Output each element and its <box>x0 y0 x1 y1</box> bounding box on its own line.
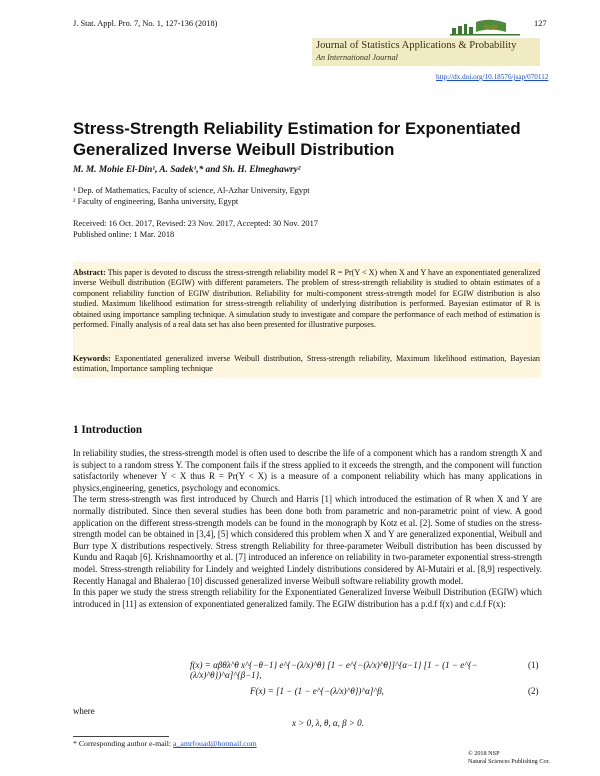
corresponding-author <box>73 739 257 748</box>
journal-title: Journal of Statistics Applications & Probability <box>316 40 517 51</box>
copyright: © 2018 NSP <box>468 750 500 757</box>
equation-2: F(x) = [1 − (1 − e^{−(λ/x)^θ})^α]^β, <box>250 686 384 696</box>
section-body <box>73 448 542 610</box>
affiliation-2: ² Faculty of engineering, Banha university, Egypt <box>73 197 239 206</box>
article-title: Stress-Strength Reliability Estimation for Exponentiated Generalized Inverse Weibull Distribution <box>73 119 521 159</box>
abstract-label: Abstract: <box>73 268 106 277</box>
where-text: where <box>73 706 95 716</box>
footnote-rule <box>73 736 169 737</box>
publisher: Natural Sciences Publishing Cor. <box>468 758 550 765</box>
paragraph-2: The term stress-strength was first introduced by Church and Harris [1] which introduced the estimation of R when X and Y are normally distributed. Since then several studies has been done both from parametric and non-parametric point of view. A good application on the different stress-strength models can be found in the monograph by Kotz et al. [2]. Some of studies on the stress-strength model can be obtained in [3,4], [5] which considered this problem when X and Y are generalized exponential, Weibull and Burr type X distributions respectively. Stress strength Reliability for three-parameter Weibull distribution has been discussed by Kundu and Raqab [6]. Krishnamoorthy et al. [7] introduced an inference on reliability in two-parameter exponential stress-strength model. Stress-strength reliability for Lindely and weighted Lindely distributions considered by Al-Mutairi et al. [8,9] respectively. Recently Hanagal and Bhalerao [10] discussed generalized inverse Weibull software reliability growth model. <box>73 494 542 586</box>
author-list: M. M. Mohie El-Din¹, A. Sadek¹,* and Sh. H. Elmeghawry² <box>73 165 301 175</box>
received-dates: Received: 16 Oct. 2017, Revised: 23 Nov. 2017, Accepted: 30 Nov. 2017 <box>73 219 318 228</box>
paragraph-1: In reliability studies, the stress-strength model is often used to describe the life of a component which has a random strength X and is subject to a random stress Y. The component fails if the stress applied to it exceeds the strength, and the component will function satisfactorily whenever Y < X thus R = Pr(Y < X) is a measure of a component reliability which has many applications in physics,engineering, genetics, psychology and economics. <box>73 448 542 493</box>
copyright-block <box>468 750 550 766</box>
affiliations <box>73 185 310 207</box>
equation-2-number: (2) <box>528 686 539 696</box>
nsp-logo-icon <box>450 18 520 36</box>
equation-1: f(x) = αβθλ^θ x^{−θ−1} e^{−(λ/x)^θ} [1 − e^{−(λ/x)^θ}]^{α−1} [1 − (1 − e^{−(λ/x)^θ})^α]^{β−1}, <box>190 660 478 680</box>
abstract-text: This paper is devoted to discuss the stress-strength reliability model R = Pr(Y < X) when X and Y have an exponentiated generalized inverse Weibull distribution (EGIW) with different parameters. The problem of stress-strength reliability is studied to obtain estimates of a component reliability function of EGIW distribution. Reliability for multi-component stress-strength model for EGIW distribution is also studied. Maximum likelihood estimation for stress-strength reliability of underlying distribution is performed. Bayesian estimator of R is obtained using importance sampling technique. A simulation study to investigate and compare the performance of each method of estimation is performed. Finally analysis of a real data set has also been presented for illustrative purposes. <box>73 268 540 330</box>
section-heading: 1 Introduction <box>73 424 143 436</box>
keywords-label: Keywords: <box>73 354 111 363</box>
corresponding-label: * Corresponding author e-mail: <box>73 739 172 748</box>
abstract <box>73 268 540 330</box>
doi-link[interactable]: http://dx.doi.org/10.18576/jsap/070112 <box>436 73 549 81</box>
published-date: Published online: 1 Mar. 2018 <box>73 230 175 239</box>
running-citation: J. Stat. Appl. Pro. 7, No. 1, 127-136 (2018) <box>73 19 218 28</box>
journal-subtitle: An International Journal <box>316 53 398 62</box>
keywords-text: Exponentiated generalized inverse Weibull distribution, Stress-strength reliability, Maximum likelihood estimation, Bayesian estimation, Importance sampling technique <box>73 354 540 374</box>
equation-1-number: (1) <box>528 660 539 670</box>
email-link[interactable]: a_amrfouad@hotmail.com <box>173 739 257 748</box>
affiliation-1: ¹ Dep. of Mathematics, Faculty of science, Al-Azhar University, Egypt <box>73 186 310 195</box>
svg-text:NSP: NSP <box>484 24 498 32</box>
page-number: 127 <box>534 19 547 28</box>
keywords <box>73 354 540 375</box>
paragraph-3: In this paper we study the stress strength reliability for the Exponentiated Generalized Inverse Weibull Distribution (EGIW) which introduced in [11] as extension of exponentiated generalized family. The EGIW distribution has a p.d.f f(x) and c.d.f F(x): <box>73 587 542 609</box>
parameter-conditions: x > 0, λ, θ, α, β > 0. <box>292 718 364 728</box>
publication-dates <box>73 218 318 240</box>
